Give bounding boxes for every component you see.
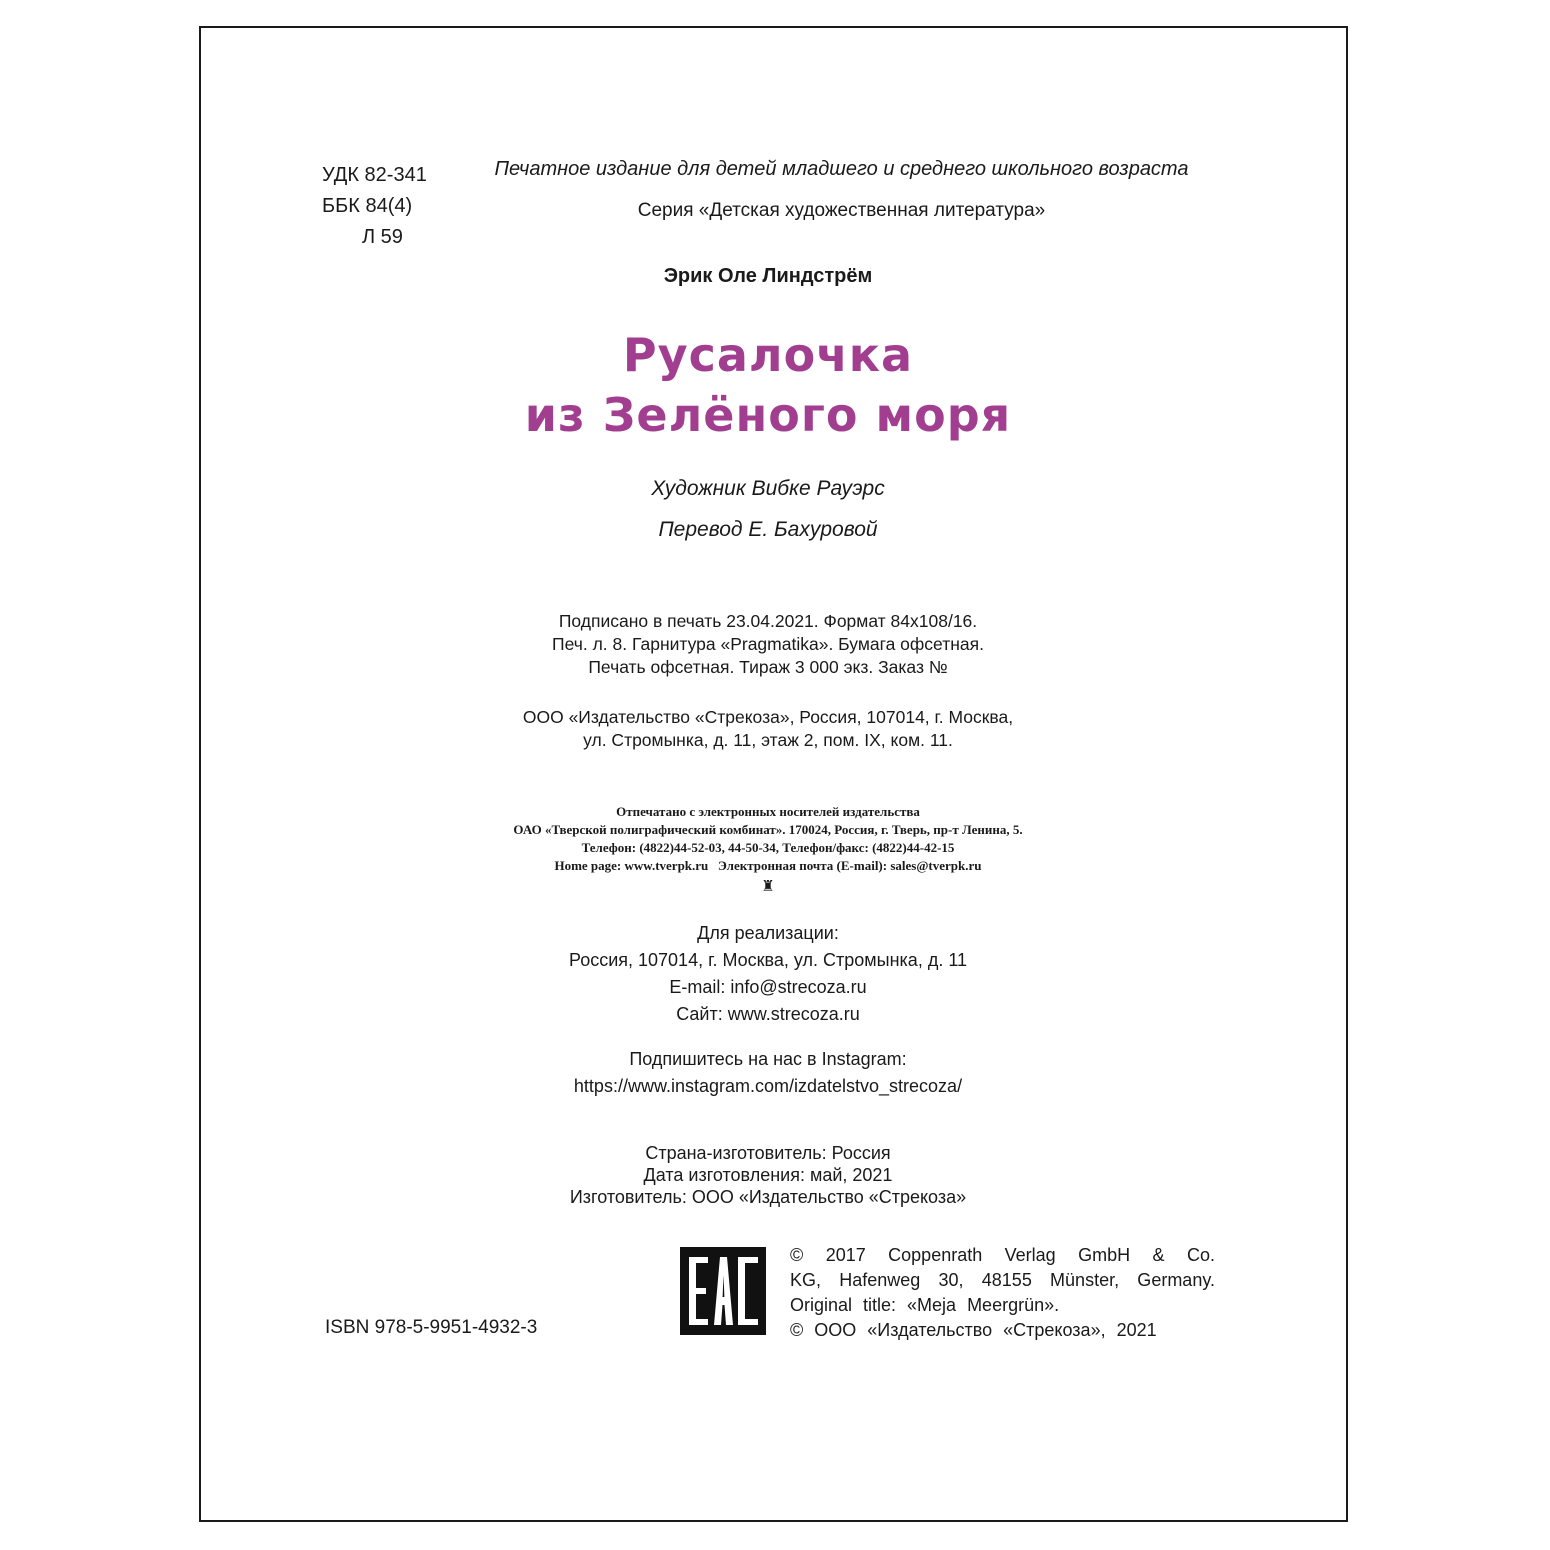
instagram-label: Подпишитесь на нас в Instagram: [629, 1049, 907, 1069]
manufacturer-info [250, 1142, 1286, 1208]
sales-line: Россия, 107014, г. Москва, ул. Стромынка, д. 11 [568, 950, 968, 970]
copyright-line: © ООО «Издательство «Стрекоза», 2021 [790, 1320, 1157, 1340]
author-mark: Л 59 [362, 226, 403, 248]
isbn: ISBN 978-5-9951-4932-3 [325, 1317, 538, 1338]
eac-logo-svg [680, 1247, 766, 1335]
bbk-code: ББК 84(4) [322, 195, 413, 217]
publisher-line: ООО «Издательство «Стрекоза», Россия, 107014, г. Москва, [522, 707, 1014, 727]
instagram-info [250, 1046, 1286, 1100]
sales-line: Для реализации: [697, 923, 839, 943]
sales-website[interactable]: Сайт: www.strecoza.ru [676, 1004, 860, 1024]
eac-mark-icon [680, 1247, 766, 1335]
copyright-block [790, 1243, 1215, 1343]
manufacturer-line: Дата изготовления: май, 2021 [643, 1165, 893, 1185]
printer-logo-icon: ♜ [761, 877, 775, 895]
book-title-line-2: из Зелёного моря [524, 388, 1012, 442]
instagram-link[interactable]: https://www.instagram.com/izdatelstvo_strecoza/ [573, 1076, 963, 1096]
printer-line: Телефон: (4822)44-52-03, 44-50-34, Телефон/факс: (4822)44-42-15 [581, 840, 955, 855]
printer-line: ОАО «Тверской полиграфический комбинат». 170024, Россия, г. Тверь, пр-т Ленина, 5. [513, 822, 1023, 837]
printer-info [250, 803, 1286, 875]
copyright-line: © 2017 Coppenrath Verlag GmbH & Co. [790, 1245, 1215, 1265]
translator-credit: Перевод Е. Бахуровой [658, 518, 878, 541]
printer-line: Отпечатано с электронных носителей издательства [616, 804, 920, 819]
artist-credit: Художник Вибке Рауэрс [651, 477, 885, 500]
print-info-line: Печать офсетная. Тираж 3 000 экз. Заказ № [588, 657, 948, 677]
book-title-line-1: Русалочка [622, 328, 914, 382]
print-info-line: Подписано в печать 23.04.2021. Формат 84x108/16. [558, 611, 978, 631]
publisher-address [250, 706, 1286, 752]
copyright-line: Original title: «Meja Meergrün». [790, 1295, 1060, 1315]
printer-line: Home page: www.tverpk.ru Электронная почта (E-mail): sales@tverpk.ru [554, 858, 982, 873]
publisher-line: ул. Стромынка, д. 11, этаж 2, пом. IX, ком. 11. [583, 730, 953, 750]
manufacturer-line: Страна-изготовитель: Россия [645, 1143, 891, 1163]
author-name: Эрик Оле Линдстрём [663, 265, 873, 287]
audience-line: Печатное издание для детей младшего и среднего школьного возраста [494, 158, 1189, 180]
udk-code: УДК 82-341 [322, 164, 427, 186]
sales-info [250, 920, 1286, 1028]
print-info-line: Печ. л. 8. Гарнитура «Pragmatika». Бумага офсетная. [552, 634, 984, 654]
sales-email[interactable]: E-mail: info@strecoza.ru [669, 977, 867, 997]
series-line: Серия «Детская художественная литература» [637, 200, 1046, 221]
manufacturer-line: Изготовитель: ООО «Издательство «Стрекоза» [569, 1187, 967, 1207]
copyright-line: KG, Hafenweg 30, 48155 Münster, Germany. [790, 1270, 1215, 1290]
print-info [250, 610, 1286, 679]
book-title [250, 325, 1286, 445]
